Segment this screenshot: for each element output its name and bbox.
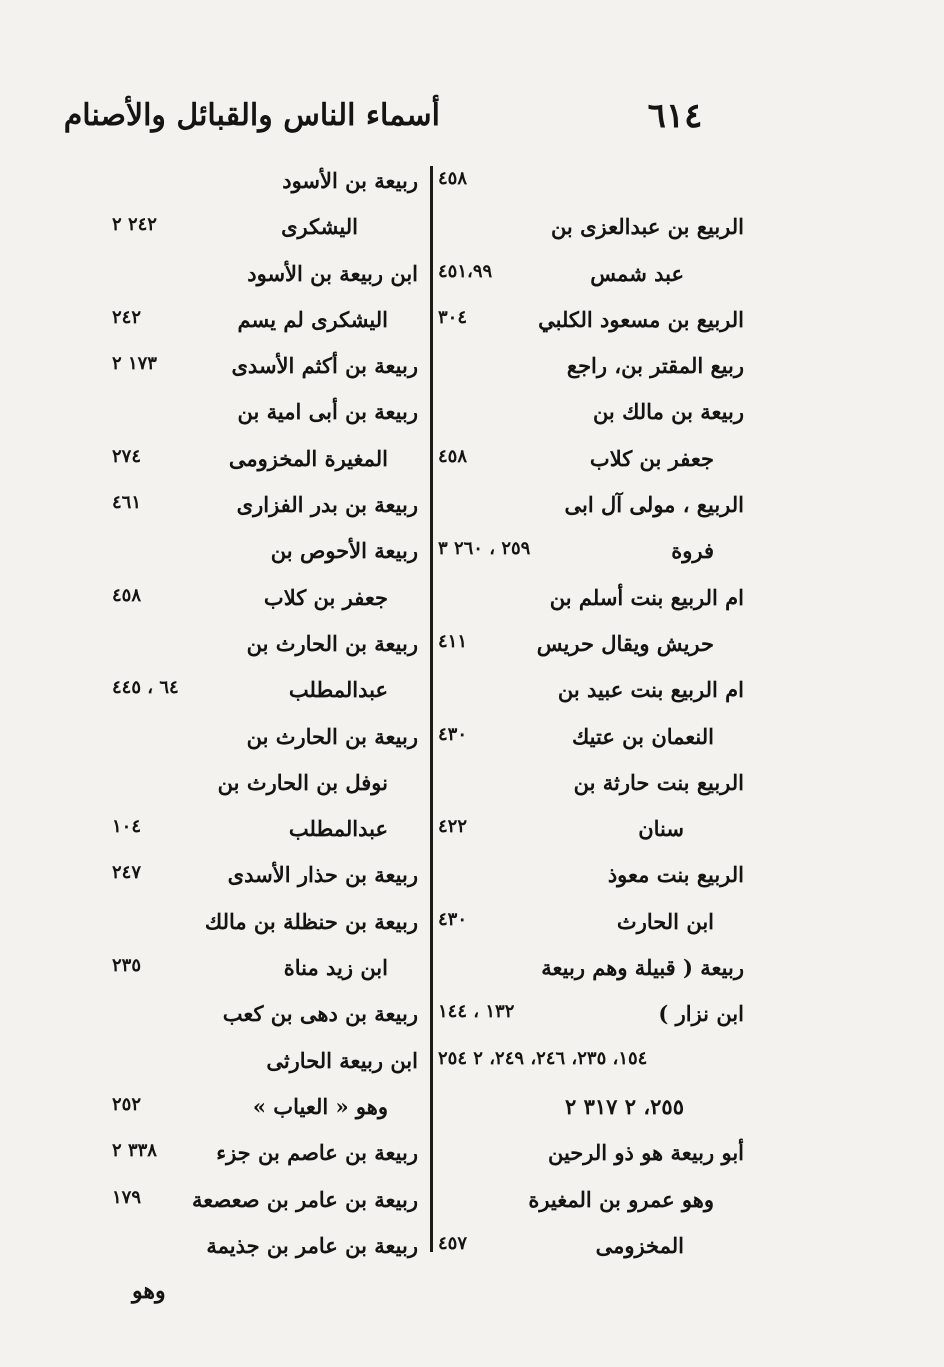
entry-name: ربيعة بن حذار الأسدى <box>227 862 418 888</box>
entry-name: عبدالمطلب <box>288 816 388 842</box>
entry-page-refs: ٤٥١،٩٩ <box>438 260 493 282</box>
index-entry <box>438 160 744 206</box>
index-entry <box>112 438 418 484</box>
entry-name: نوفل بن الحارث بن <box>217 769 388 795</box>
index-entry <box>112 484 418 530</box>
entry-page-refs: ١٧٣ ٢ <box>112 353 157 375</box>
entry-page-refs: ١٧٩ <box>112 1186 142 1208</box>
entry-name: المغيرة المخزومى <box>228 445 388 471</box>
index-entry <box>438 484 744 530</box>
entry-name: الربيع بنت حارثة بن <box>573 769 744 795</box>
entry-page-refs: ٢٣٥ <box>112 955 142 977</box>
entry-page-refs: ٤٣٠ <box>438 723 468 745</box>
index-entry <box>112 993 418 1039</box>
entry-name: حريش ويقال حريس <box>536 630 714 656</box>
entry-page-refs: ٤٥٨ <box>112 584 142 606</box>
entry-name: فروة <box>671 538 714 564</box>
entry-page-refs: ٣٠٤ <box>438 306 468 328</box>
index-entry <box>438 1179 744 1225</box>
entry-page-refs: ١٣٢ ، ١٤٤ <box>438 1001 515 1023</box>
index-entry <box>438 530 744 576</box>
index-entry <box>112 1086 418 1132</box>
entry-name: الربيع بن عبدالعزى بن <box>550 214 744 240</box>
entry-page-refs: ١٥٤، ٢٣٥، ٢٤٦، ٢٤٩، ٢ ٢٥٤ <box>438 1047 648 1069</box>
entry-name: ربيعة بن الحارث بن <box>246 630 418 656</box>
entry-page-refs: ٢٤٧ <box>112 862 142 884</box>
entry-name: ربيعة بن الحارث بن <box>246 723 418 749</box>
entry-name: وهو عمرو بن المغيرة <box>528 1186 714 1212</box>
index-entry <box>438 391 744 437</box>
column-divider <box>430 166 433 1252</box>
entry-name: ربيعة بن بدر الفزارى <box>236 492 418 518</box>
entry-name: اليشكرى لم يسم <box>237 306 388 332</box>
entry-name: المخزومى <box>595 1232 684 1258</box>
index-entry <box>438 993 744 1039</box>
entry-name: سنان <box>638 816 684 842</box>
entry-name: اليشكرى <box>281 214 358 240</box>
entry-name: ربيعة بن دهى بن كعب <box>222 1001 418 1027</box>
entry-page-refs: ٤١١ <box>438 630 468 652</box>
entry-name: ام الربيع بنت أسلم بن <box>549 584 744 610</box>
entry-name: عبدالمطلب <box>288 677 388 703</box>
index-column-left <box>112 160 418 1271</box>
entry-name: ابن ربيعة بن الأسود <box>247 260 418 286</box>
entry-name: ربيعة بن عاصم بن جزء <box>216 1140 418 1166</box>
index-entry <box>112 901 418 947</box>
index-entry <box>438 206 744 252</box>
entry-name: ابن ربيعة الحارثى <box>266 1047 418 1073</box>
entry-name: ربيعة بن الأسود <box>282 168 418 193</box>
index-entry <box>112 391 418 437</box>
entry-page-refs: ٣٣٨ ٢ <box>112 1140 157 1162</box>
index-entry <box>112 947 418 993</box>
index-entry <box>112 623 418 669</box>
index-entry <box>112 854 418 900</box>
entry-page-refs: ٦٤ ، ٤٤٥ <box>112 677 179 699</box>
entry-page-refs: ٤٥٨ <box>438 168 468 189</box>
index-entry <box>438 901 744 947</box>
entry-name: الربيع بن مسعود الكلبي <box>538 306 744 332</box>
entry-page-refs: ٢٥٢ <box>112 1093 142 1115</box>
entry-name: ربيعة بن مالك بن <box>592 399 744 425</box>
index-entry <box>438 299 744 345</box>
entry-name: ابن الحارث <box>616 908 714 934</box>
index-entry <box>438 1040 744 1086</box>
entry-name: عبد شمس <box>590 260 684 286</box>
index-entry <box>112 762 418 808</box>
entry-name: ابن نزار ) <box>658 1001 744 1027</box>
entry-name: ربيعة بن حنظلة بن مالك <box>204 908 418 934</box>
entry-name: الربيع ، مولى آل ابى <box>564 492 744 518</box>
entry-page-refs: ٤٣٠ <box>438 908 468 930</box>
entry-name: ربيعة بن أبى امية بن <box>237 399 418 425</box>
index-entry <box>112 160 418 206</box>
entry-name: ربيعة بن عامر بن جذيمة <box>206 1232 418 1258</box>
entry-name: أبو ربيعة هو ذو الرحين <box>547 1140 744 1166</box>
index-entry <box>438 1086 744 1132</box>
entry-name: ام الربيع بنت عبيد بن <box>557 677 744 703</box>
index-entry <box>112 669 418 715</box>
entry-name: ربيعة الأحوص بن <box>270 538 418 564</box>
entry-page-refs: ٤٢٢ <box>438 816 468 838</box>
entry-name: ابن زيد مناة <box>283 955 388 981</box>
index-entry <box>438 253 744 299</box>
entry-name: جعفر بن كلاب <box>589 445 714 471</box>
entry-name: ربيعة ( قبيلة وهم ربيعة <box>541 955 744 981</box>
entry-name: وهو « العياب » <box>252 1093 388 1119</box>
entry-page-refs: ٤٥٨ <box>438 445 468 467</box>
index-entry <box>438 854 744 900</box>
index-entry <box>438 947 744 993</box>
entry-page-refs: ١٠٤ <box>112 816 142 838</box>
index-entry <box>112 253 418 299</box>
index-entry <box>438 716 744 762</box>
entry-page-refs: ٢٤٢ ٢ <box>112 214 157 236</box>
index-entry <box>112 808 418 854</box>
entry-page-refs: ٢٥٩ ، ٢٦٠ ٣ <box>438 538 531 560</box>
entry-page-refs: ٤٦١ <box>112 492 142 514</box>
index-entry <box>438 762 744 808</box>
entry-name: ربيعة بن عامر بن صعصعة <box>192 1186 418 1212</box>
index-entry <box>112 716 418 762</box>
index-entry <box>438 669 744 715</box>
index-entry <box>112 577 418 623</box>
entry-name: ربيعة بن أكثم الأسدى <box>231 353 418 379</box>
index-entry <box>112 1040 418 1086</box>
catchword: وهو <box>132 1278 166 1304</box>
index-entry <box>112 1179 418 1225</box>
entry-page-refs: ٢٧٤ <box>112 445 142 467</box>
index-entry <box>112 206 418 252</box>
index-entry <box>112 1225 418 1271</box>
index-entry <box>112 1132 418 1178</box>
entry-name: جعفر بن كلاب <box>263 584 388 610</box>
entry-name: ٢٥٥، ٢ ٣١٧ ٢ <box>565 1093 684 1119</box>
index-entry <box>438 577 744 623</box>
index-entry <box>438 808 744 854</box>
entry-name: النعمان بن عتيك <box>571 723 714 749</box>
entry-page-refs: ٢٤٢ <box>112 306 142 328</box>
index-entry <box>438 1225 744 1271</box>
index-entry <box>438 438 744 484</box>
entry-name: ربيع المقتر بن، راجع <box>566 353 744 379</box>
index-column-right <box>438 160 744 1271</box>
entry-page-refs: ٤٥٧ <box>438 1232 468 1254</box>
page-number: ٦١٤ <box>647 96 703 136</box>
index-entry <box>112 530 418 576</box>
index-entry <box>112 345 418 391</box>
index-entry <box>438 623 744 669</box>
index-entry <box>438 345 744 391</box>
entry-name: الربيع بنت معوذ <box>607 862 744 888</box>
index-entry <box>438 1132 744 1178</box>
page-title: أسماء الناس والقبائل والأصنام <box>63 98 440 133</box>
index-entry <box>112 299 418 345</box>
